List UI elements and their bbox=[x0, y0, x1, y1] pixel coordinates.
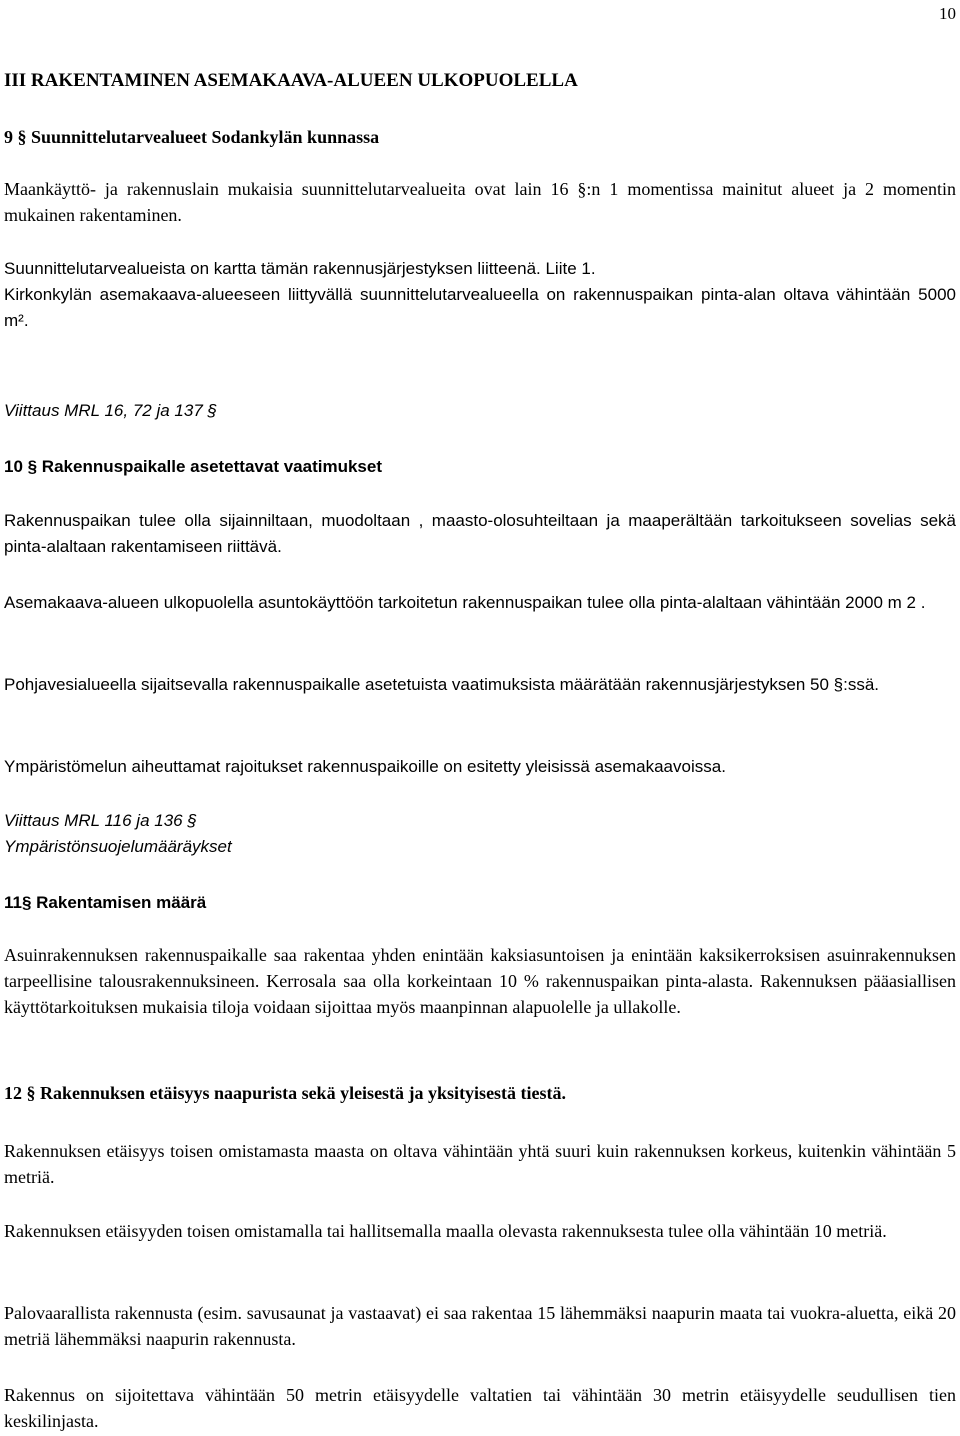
section-9-reference: Viittaus MRL 16, 72 ja 137 § bbox=[4, 401, 217, 420]
paragraph-text: Maankäyttö- ja rakennuslain mukaisia suunnittelutarvealueita ovat lain 16 §:n 1 momentissa mainitut alueet ja 2 momentin mukainen rakentaminen. bbox=[4, 179, 956, 225]
paragraph-text: Asemakaava-alueen ulkopuolella asuntokäyttöön tarkoitetun rakennuspaikan tulee olla pinta-alaltaan vähintään 2000 m 2 . bbox=[4, 593, 926, 612]
paragraph-text: Rakennuspaikan tulee olla sijainniltaan, muodoltaan , maasto-olosuhteiltaan ja maaperältään tarkoitukseen sovelias sekä pinta-alaltaan rakentamiseen riittävä. bbox=[4, 511, 956, 556]
section-10-reference-2: Ympäristönsuojelumääräykset bbox=[4, 837, 232, 856]
paragraph-text: Ympäristömelun aiheuttamat rajoitukset rakennuspaikoille on esitetty yleisissä asemakaavoissa. bbox=[4, 757, 726, 776]
section-10-paragraph-1 bbox=[4, 508, 956, 560]
chapter-title: III RAKENTAMINEN ASEMAKAAVA-ALUEEN ULKOPUOLELLA bbox=[4, 70, 578, 91]
section-10-paragraph-3 bbox=[4, 672, 956, 698]
section-10-paragraph-2 bbox=[4, 590, 956, 616]
paragraph-text: Kirkonkylän asemakaava-alueeseen liittyvällä suunnittelutarvealueella on rakennuspaikan pinta-alan oltava vähintään 5000 m². bbox=[4, 285, 956, 330]
section-11-heading: 11§ Rakentamisen määrä bbox=[4, 893, 207, 912]
section-10-reference: Viittaus MRL 116 ja 136 § bbox=[4, 811, 197, 830]
paragraph-text: Suunnittelutarvealueista on kartta tämän rakennusjärjestyksen liitteenä. Liite 1. bbox=[4, 259, 596, 278]
section-9-heading: 9 § Suunnittelutarvealueet Sodankylän kunnassa bbox=[4, 127, 380, 147]
section-9-paragraph-3 bbox=[4, 282, 956, 334]
page-number: 10 bbox=[939, 4, 956, 23]
section-12-paragraph-4 bbox=[4, 1382, 956, 1434]
paragraph-text: Rakennuksen etäisyys toisen omistamasta maasta on oltava vähintään yhtä suuri kuin rakennuksen korkeus, kuitenkin vähintään 5 metriä. bbox=[4, 1141, 956, 1187]
section-10-paragraph-4 bbox=[4, 754, 956, 780]
section-11-paragraph-1 bbox=[4, 942, 956, 1020]
section-12-heading: 12 § Rakennuksen etäisyys naapurista sekä yleisestä ja yksityisestä tiestä. bbox=[4, 1083, 567, 1103]
paragraph-text: Rakennuksen etäisyyden toisen omistamalla tai hallitsemalla maalla olevasta rakennuksesta tulee olla vähintään 10 metriä. bbox=[4, 1221, 887, 1241]
section-10-heading: 10 § Rakennuspaikalle asetettavat vaatimukset bbox=[4, 457, 382, 476]
section-12-paragraph-2 bbox=[4, 1218, 956, 1244]
paragraph-text: Asuinrakennuksen rakennuspaikalle saa rakentaa yhden enintään kaksiasuntoisen ja enintään kaksikerroksisen asuinrakennuksen tarpeellisine talousrakennuksineen. Kerrosala saa olla korkeintaan 10 % rakennuspaikan pinta-alasta. Rakennuksen pääasiallisen käyttötarkoituksen mukaisia tiloja voidaan sijoittaa myös maanpinnan alapuolelle ja ullakolle. bbox=[4, 945, 956, 1017]
section-9-paragraph-2 bbox=[4, 256, 956, 282]
paragraph-text: Rakennus on sijoitettava vähintään 50 metrin etäisyydelle valtatien tai vähintään 30 metrin etäisyydelle seudullisen tien keskilinjasta. bbox=[4, 1385, 956, 1431]
paragraph-text: Pohjavesialueella sijaitsevalla rakennuspaikalle asetetuista vaatimuksista määrätään rakennusjärjestyksen 50 §:ssä. bbox=[4, 675, 880, 694]
paragraph-text: Palovaarallista rakennusta (esim. savusaunat ja vastaavat) ei saa rakentaa 15 lähemmäksi naapurin maata tai vuokra-aluetta, eikä 20 metriä lähemmäksi naapurin rakennusta. bbox=[4, 1303, 956, 1349]
section-9-paragraph-1 bbox=[4, 176, 956, 228]
section-12-paragraph-3 bbox=[4, 1300, 956, 1352]
section-12-paragraph-1 bbox=[4, 1138, 956, 1190]
